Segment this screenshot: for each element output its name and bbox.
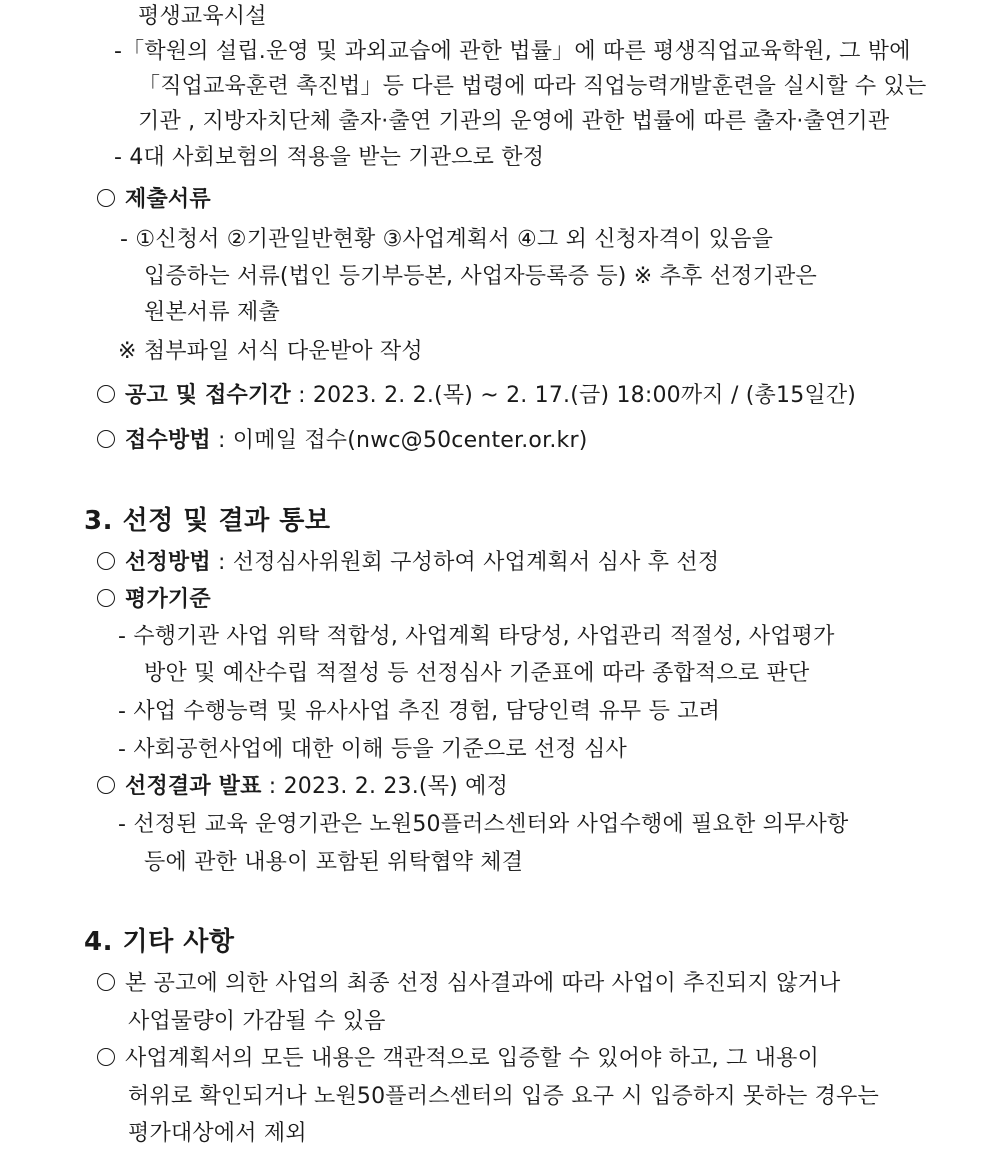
circle-bullet-icon xyxy=(97,589,115,607)
result-line-2: 등에 관한 내용이 포함된 위탁협약 체결 xyxy=(144,850,524,875)
insurance-bullet: - 4대 사회보험의 적용을 받는 기관으로 한정 xyxy=(114,145,545,170)
etc-item-1-line-2: 사업물량이 가감될 수 있음 xyxy=(128,1009,386,1034)
result-label: 선정결과 발표 xyxy=(125,774,262,799)
selection-method-item xyxy=(97,549,719,577)
docs-line-3: 원본서류 제출 xyxy=(144,300,280,325)
academy-bullet-line-1: -「학원의 설립.운영 및 과외교습에 관한 법률」에 따른 평생직업교육학원, 그 밖에 xyxy=(114,39,911,64)
docs-line-2: 입증하는 서류(법인 등기부등본, 사업자등록증 등) ※ 추후 선정기관은 xyxy=(144,264,817,289)
method-label: 접수방법 xyxy=(125,428,211,453)
academy-bullet-line-2: 「직업교육훈련 촉진법」등 다른 법령에 따라 직업능력개발훈련을 실시할 수 있는 xyxy=(138,74,927,99)
period-label: 공고 및 접수기간 xyxy=(125,383,291,408)
result-line-1: - 선정된 교육 운영기관은 노원50플러스센터와 사업수행에 필요한 의무사항 xyxy=(118,812,849,837)
section3-heading: 3. 선정 및 결과 통보 xyxy=(84,506,331,536)
etc-item-2-line-3: 평가대상에서 제외 xyxy=(128,1121,307,1146)
circle-bullet-icon xyxy=(97,1048,115,1066)
docs-note: ※ 첨부파일 서식 다운받아 작성 xyxy=(118,339,423,364)
method-item xyxy=(97,427,587,455)
etc-item-2-line-2: 허위로 확인되거나 노원50플러스센터의 입증 요구 시 입증하지 못하는 경우는 xyxy=(128,1084,879,1109)
criteria-line-2: 방안 및 예산수립 적절성 등 선정심사 기준표에 따라 종합적으로 판단 xyxy=(144,661,810,686)
section4-heading: 4. 기타 사항 xyxy=(84,927,235,957)
criteria-item xyxy=(97,586,211,614)
selection-method-label: 선정방법 xyxy=(125,550,211,575)
circle-bullet-icon xyxy=(97,430,115,448)
circle-bullet-icon xyxy=(97,189,115,207)
etc-item-1-line-1 xyxy=(97,970,841,998)
criteria-label: 평가기준 xyxy=(125,587,211,612)
selection-method-value: : 선정심사위원회 구성하여 사업계획서 심사 후 선정 xyxy=(210,550,720,575)
circle-bullet-icon xyxy=(97,385,115,403)
academy-bullet-line-3: 기관 , 지방자치단체 출자·출연 기관의 운영에 관한 법률에 따른 출자·출연기관 xyxy=(138,109,890,134)
etc-item-2-text: 사업계획서의 모든 내용은 객관적으로 입증할 수 있어야 하고, 그 내용이 xyxy=(125,1046,820,1071)
result-value: : 2023. 2. 23.(목) 예정 xyxy=(261,774,509,799)
method-value: : 이메일 접수(nwc@50center.or.kr) xyxy=(210,428,588,453)
circle-bullet-icon xyxy=(97,973,115,991)
docs-line-1: - ①신청서 ②기관일반현황 ③사업계획서 ④그 외 신청자격이 있음을 xyxy=(120,227,774,252)
circle-bullet-icon xyxy=(97,776,115,794)
criteria-line-1: - 수행기관 사업 위탁 적합성, 사업계획 타당성, 사업관리 적절성, 사업평가 xyxy=(118,624,835,649)
etc-item-2-line-1 xyxy=(97,1045,819,1073)
result-item xyxy=(97,773,508,801)
etc-item-1-text: 본 공고에 의한 사업의 최종 선정 심사결과에 따라 사업이 추진되지 않거나 xyxy=(125,971,841,996)
criteria-line-3: - 사업 수행능력 및 유사사업 추진 경험, 담당인력 유무 등 고려 xyxy=(118,699,721,724)
criteria-line-4: - 사회공헌사업에 대한 이해 등을 기준으로 선정 심사 xyxy=(118,737,627,762)
period-value: : 2023. 2. 2.(목) ~ 2. 17.(금) 18:00까지 / (총15일간) xyxy=(290,383,857,408)
circle-bullet-icon xyxy=(97,552,115,570)
docs-item xyxy=(97,186,211,214)
period-item xyxy=(97,382,856,410)
docs-label: 제출서류 xyxy=(125,187,211,212)
facility-line: 평생교육시설 xyxy=(138,4,267,29)
